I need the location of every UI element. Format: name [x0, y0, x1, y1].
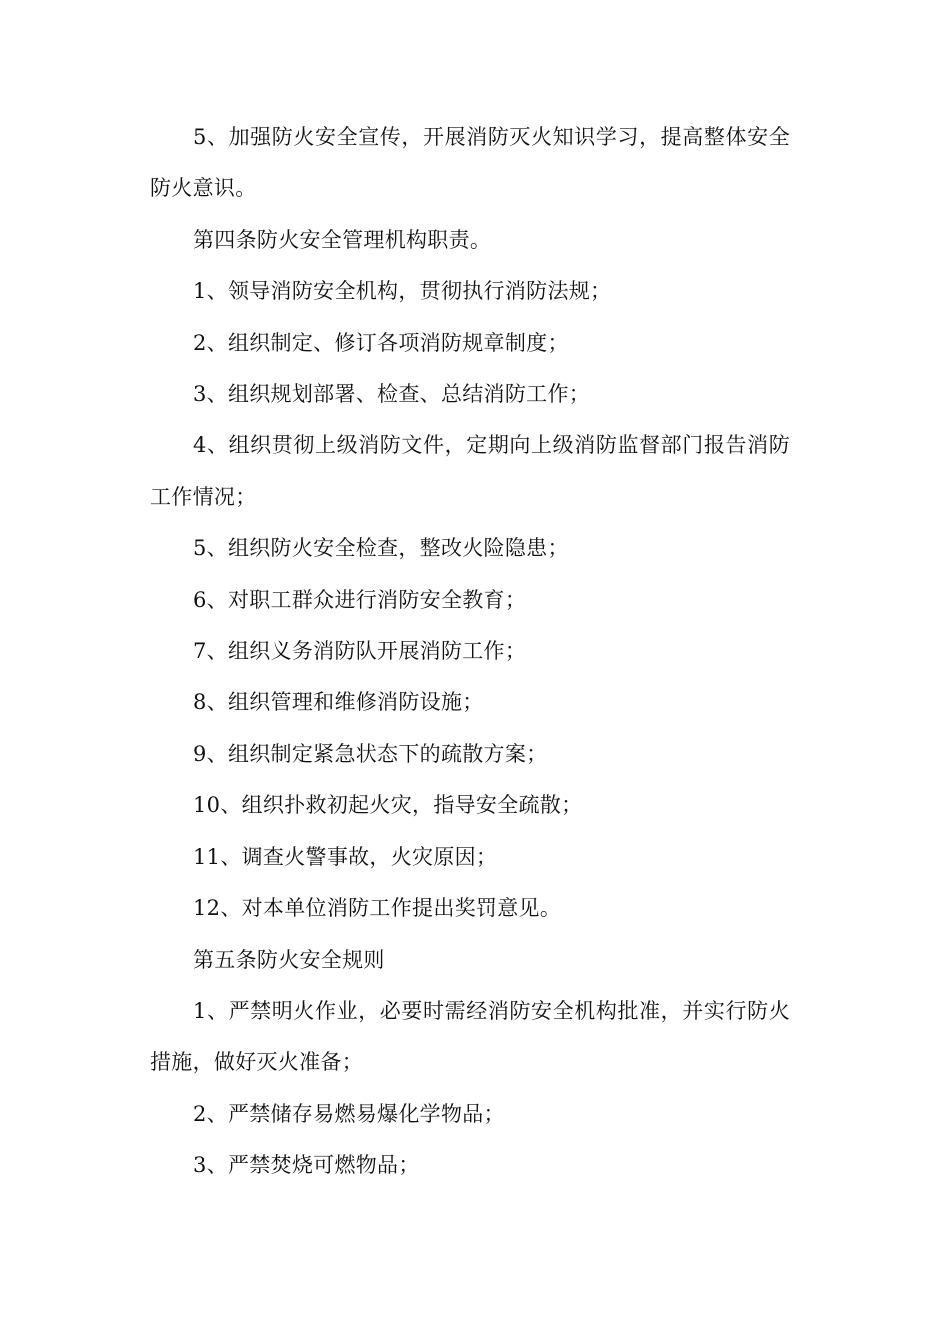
paragraph-duty-4: 4、组织贯彻上级消防文件，定期向上级消防监督部门报告消防工作情况；	[150, 433, 790, 509]
paragraph-duty-9: 9、组织制定紧急状态下的疏散方案；	[193, 741, 548, 766]
paragraph-duty-11: 11、调查火警事故，火灾原因；	[193, 844, 498, 869]
heading-article-5: 第五条防火安全规则	[193, 947, 385, 972]
paragraph-duty-8: 8、组织管理和维修消防设施；	[193, 690, 484, 715]
paragraph-rule-3: 3、严禁焚烧可燃物品；	[193, 1153, 420, 1178]
paragraph-duty-1: 1、领导消防安全机构，贯彻执行消防法规；	[193, 279, 612, 304]
paragraph-rule-2: 2、严禁储存易燃易爆化学物品；	[193, 1101, 505, 1126]
heading-article-4: 第四条防火安全管理机构职责。	[193, 227, 492, 252]
paragraph-duty-12: 12、对本单位消防工作提出奖罚意见。	[193, 896, 562, 921]
paragraph-rule-1: 1、严禁明火作业，必要时需经消防安全机构批准，并实行防火措施，做好灭火准备；	[150, 998, 790, 1075]
paragraph-duty-5: 5、组织防火安全检查，整改火险隐患；	[193, 536, 569, 561]
paragraph-duty-3: 3、组织规划部署、检查、总结消防工作；	[193, 382, 591, 407]
paragraph-duty-6: 6、对职工群众进行消防安全教育；	[193, 587, 527, 612]
paragraph-duty-10: 10、组织扑救初起火灾，指导安全疏散；	[193, 793, 583, 818]
paragraph-duty-2: 2、组织制定、修订各项消防规章制度；	[193, 330, 569, 355]
paragraph-duty-7: 7、组织义务消防队开展消防工作；	[193, 639, 527, 664]
document-body	[150, 112, 790, 1192]
paragraph-publicity: 5、加强防火安全宣传，开展消防灭火知识学习，提高整体安全防火意识。	[150, 125, 790, 201]
